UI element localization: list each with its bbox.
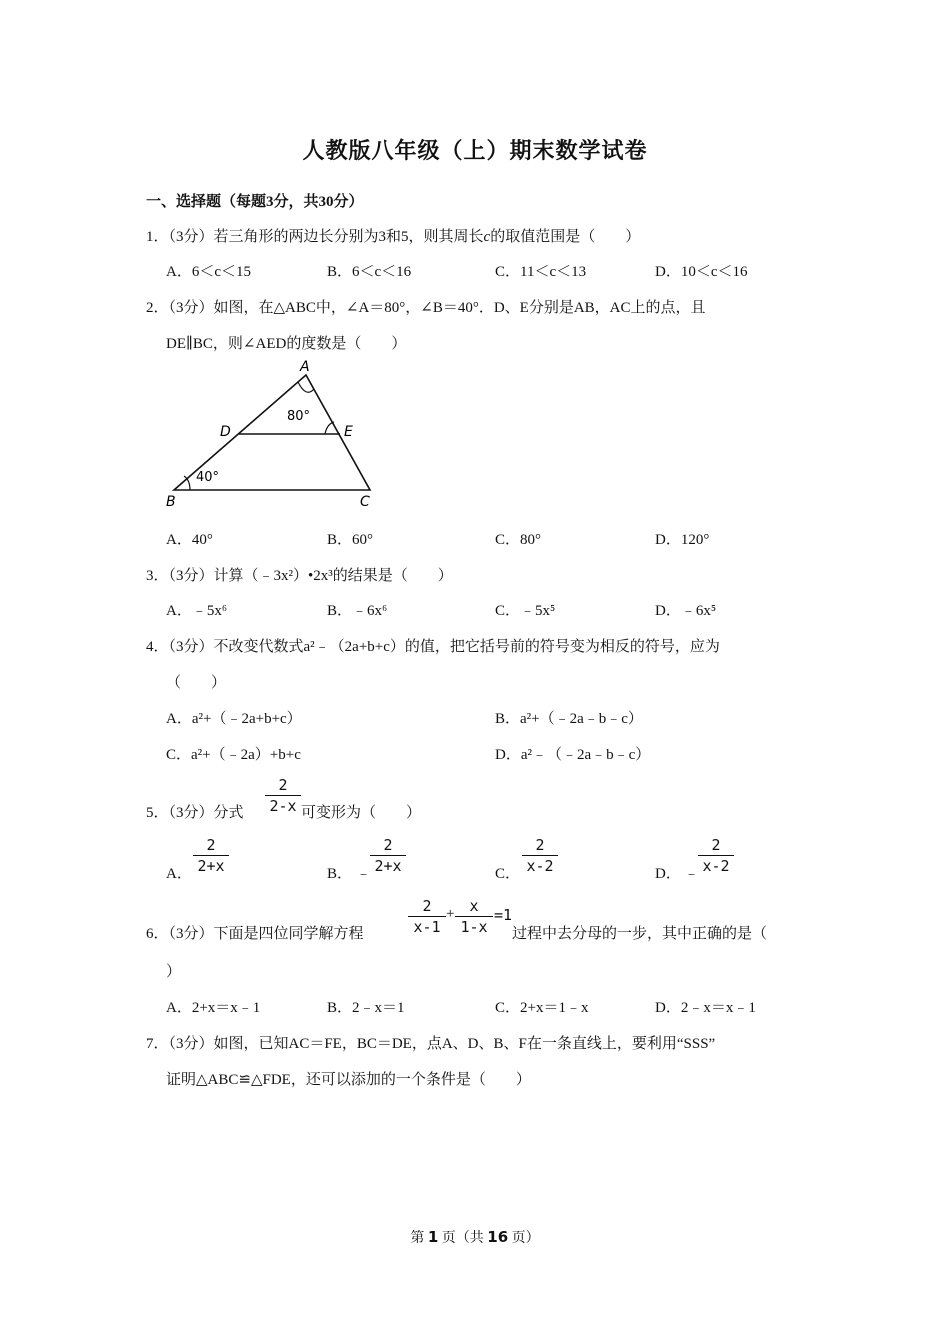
q3-option-a[interactable]: A．﹣5x⁶ bbox=[166, 603, 228, 619]
q5-option-d-sign: ﹣ bbox=[684, 866, 700, 882]
q6-option-b[interactable]: B．2﹣x＝1 bbox=[327, 1000, 405, 1016]
question-2-line2: DE∥BC，则∠AED的度数是（ ） bbox=[166, 336, 407, 352]
q1-option-a[interactable]: A．6＜c＜15 bbox=[166, 264, 251, 280]
q5-a-den: 2+x bbox=[197, 857, 225, 875]
question-2-line1: 2．（3分）如图，在△ABC中，∠A＝80°，∠B＝40°．D、E分别是AB，AC上的点，且 bbox=[146, 300, 706, 316]
q3-option-b[interactable]: B．﹣6x⁶ bbox=[327, 603, 388, 619]
q5-frac-bar bbox=[265, 795, 301, 796]
question-4-line2: （ ） bbox=[166, 675, 227, 691]
q5-a-num: 2 bbox=[206, 836, 216, 854]
q5-d-den: x-2 bbox=[702, 857, 730, 875]
q2-option-a[interactable]: A．40° bbox=[166, 532, 213, 548]
q6-f2-num: x bbox=[469, 897, 479, 915]
q5-b-num: 2 bbox=[383, 836, 393, 854]
label-c: C bbox=[360, 494, 370, 510]
angle-b-arc bbox=[184, 476, 190, 490]
footer-pre: 第 bbox=[410, 1231, 425, 1246]
q1-option-b[interactable]: B．6＜c＜16 bbox=[327, 264, 412, 280]
question-7-line2: 证明△ABC≌△FDE，还可以添加的一个条件是（ ） bbox=[166, 1072, 531, 1088]
q5-option-d-label[interactable]: D． bbox=[655, 866, 681, 882]
q5-fraction bbox=[265, 776, 301, 815]
q6-option-d[interactable]: D．2﹣x＝x﹣1 bbox=[655, 1000, 756, 1016]
footer-page-number: 1 bbox=[427, 1228, 439, 1246]
q6-option-a[interactable]: A．2+x＝x﹣1 bbox=[166, 1000, 261, 1016]
question-7-line1: 7．（3分）如图，已知AC＝FE，BC＝DE，点A、D、B、F在一条直线上，要利用“SSS” bbox=[146, 1036, 716, 1052]
q6-f1-bar bbox=[408, 916, 446, 917]
q6-f2-bar bbox=[455, 916, 493, 917]
q2-option-c[interactable]: C．80° bbox=[495, 532, 542, 548]
q5-option-a-fraction[interactable] bbox=[193, 836, 229, 875]
q5-option-b-label[interactable]: B． bbox=[327, 866, 353, 882]
q6-option-c[interactable]: C．2+x＝1﹣x bbox=[495, 1000, 589, 1016]
q5-option-c-label[interactable]: C． bbox=[495, 866, 521, 882]
q3-option-d[interactable]: D．﹣6x⁵ bbox=[655, 603, 717, 619]
footer-mid: 页（共 bbox=[441, 1231, 484, 1246]
q1-option-c[interactable]: C．11＜c＜13 bbox=[495, 264, 587, 280]
q2-option-d[interactable]: D．120° bbox=[655, 532, 710, 548]
q3-option-c[interactable]: C．﹣5x⁵ bbox=[495, 603, 556, 619]
q6-equals-one: =1 bbox=[494, 906, 513, 924]
label-a: A bbox=[300, 359, 310, 375]
q1-var: c bbox=[483, 229, 491, 245]
label-e: E bbox=[344, 424, 353, 440]
question-5-stem-b: 可变形为（ ） bbox=[301, 805, 422, 821]
q5-c-num: 2 bbox=[535, 836, 545, 854]
q5-c-bar bbox=[522, 855, 558, 856]
q1-option-d[interactable]: D．10＜c＜16 bbox=[655, 264, 748, 280]
q5-d-bar bbox=[698, 855, 734, 856]
q4-option-c[interactable]: C．a²+（﹣2a）+b+c bbox=[166, 747, 301, 763]
q5-frac-den: 2-x bbox=[269, 797, 297, 815]
question-3: 3．（3分）计算（﹣3x²）•2x³的结果是（ ） bbox=[146, 568, 453, 584]
question-6-stem-a: 6．（3分）下面是四位同学解方程 bbox=[146, 926, 364, 942]
label-b: B bbox=[166, 494, 176, 510]
question-6-line2: ） bbox=[166, 964, 182, 980]
label-d: D bbox=[220, 424, 231, 440]
label-angle-80: 80° bbox=[287, 409, 311, 424]
q6-fraction-1 bbox=[408, 897, 446, 936]
q2-option-b[interactable]: B．60° bbox=[327, 532, 374, 548]
q4-option-a[interactable]: A．a²+（﹣2a+b+c） bbox=[166, 711, 302, 727]
q6-f2-den: 1-x bbox=[460, 918, 488, 936]
q5-a-bar bbox=[193, 855, 229, 856]
q1-stem-b: 的取值范围是（ ） bbox=[490, 229, 641, 245]
section-heading: 一、选择题（每题3分，共30分） bbox=[146, 194, 364, 210]
footer-post: 页） bbox=[511, 1231, 540, 1246]
q6-f1-num: 2 bbox=[422, 897, 432, 915]
q5-b-bar bbox=[370, 855, 406, 856]
triangle-figure bbox=[160, 358, 390, 510]
question-6-stem-b: 过程中去分母的一步，其中正确的是（ bbox=[512, 926, 768, 942]
q5-d-num: 2 bbox=[711, 836, 721, 854]
q5-option-a-label[interactable]: A． bbox=[166, 866, 192, 882]
q1-stem-a: 1．（3分）若三角形的两边长分别为3和5，则其周长 bbox=[146, 229, 484, 245]
question-5-stem-a: 5．（3分）分式 bbox=[146, 805, 244, 821]
q4-option-b[interactable]: B．a²+（﹣2a﹣b﹣c） bbox=[495, 711, 643, 727]
q5-option-c-fraction[interactable] bbox=[522, 836, 558, 875]
q6-f1-den: x-1 bbox=[413, 918, 441, 936]
footer-total-pages: 16 bbox=[487, 1228, 509, 1246]
q6-fraction-2 bbox=[455, 897, 493, 936]
page-footer bbox=[0, 1227, 950, 1247]
q6-plus: + bbox=[446, 906, 455, 922]
page-title: 人教版八年级（上）期末数学试卷 bbox=[302, 138, 648, 163]
q5-frac-num: 2 bbox=[278, 776, 288, 794]
question-4-line1: 4．（3分）不改变代数式a²﹣（2a+b+c）的值，把它括号前的符号变为相反的符号，应为 bbox=[146, 639, 720, 655]
q5-c-den: x-2 bbox=[526, 857, 554, 875]
label-angle-40: 40° bbox=[196, 470, 220, 485]
q5-b-den: 2+x bbox=[374, 857, 402, 875]
q5-option-b-fraction[interactable] bbox=[370, 836, 406, 875]
q4-option-d[interactable]: D．a²﹣（﹣2a﹣b﹣c） bbox=[495, 747, 651, 763]
question-1 bbox=[146, 225, 640, 246]
q5-option-d-fraction[interactable] bbox=[698, 836, 734, 875]
q5-option-b-sign: ﹣ bbox=[356, 866, 372, 882]
